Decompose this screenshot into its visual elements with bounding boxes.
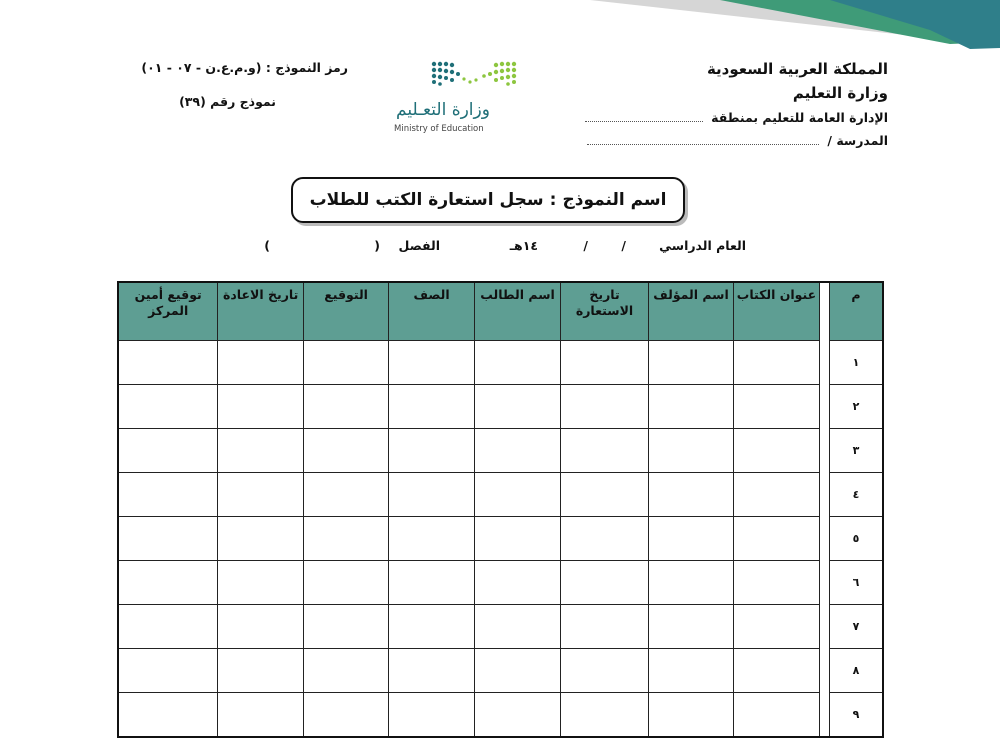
col-signature-cell[interactable] [303,429,388,473]
col-grade-cell[interactable] [389,341,474,385]
col-signature-cell[interactable] [303,605,388,649]
col-student-name-cell[interactable] [474,561,560,605]
index-gap-cell [819,693,829,738]
academic-year-label: العام الدراسي [659,238,746,253]
col-book-title-cell[interactable] [734,561,819,605]
col-author-cell[interactable] [648,605,733,649]
col-grade-cell[interactable] [389,649,474,693]
col-author-cell[interactable] [648,429,733,473]
col-center-keeper-signature-cell[interactable] [118,693,218,738]
col-signature-cell[interactable] [303,649,388,693]
col-center-keeper-signature-cell[interactable] [118,341,218,385]
col-grade-cell[interactable] [389,429,474,473]
index-gap-cell [819,517,829,561]
col-student-name-cell[interactable] [474,341,560,385]
col-return-date-cell[interactable] [218,517,303,561]
header-right [598,58,888,152]
row-number: ٤ [829,473,883,517]
table-row [118,561,883,605]
col-signature-cell[interactable] [303,385,388,429]
col-grade-cell[interactable] [389,605,474,649]
index-gap-cell [819,385,829,429]
table-row [118,429,883,473]
form-title-label: اسم النموذج [562,190,667,210]
table-row [118,385,883,429]
col-center-keeper-signature-header: توقيع أمين المركز [118,282,218,341]
class-open-paren: ( [374,238,380,253]
col-book-title-cell[interactable] [734,341,819,385]
table-header-row [118,282,883,341]
col-student-name-cell[interactable] [474,517,560,561]
col-return-date-header: تاريخ الاعادة [218,282,303,341]
school-label: المدرسة / [827,133,888,148]
book-loan-table [117,281,884,738]
form-code: رمز النموذج : (و.م.ع.ن - ٠٧ - ٠١) [141,60,348,75]
form-title-value: سجل استعارة الكتب للطلاب [309,190,544,210]
col-return-date-cell[interactable] [218,473,303,517]
col-signature-cell[interactable] [303,517,388,561]
col-center-keeper-signature-cell[interactable] [118,385,218,429]
col-loan-date-cell[interactable] [561,693,649,738]
table-row [118,473,883,517]
col-book-title-cell[interactable] [734,385,819,429]
col-return-date-cell[interactable] [218,561,303,605]
form-number: نموذج رقم (٣٩) [179,94,276,109]
col-student-name-cell[interactable] [474,649,560,693]
col-loan-date-cell[interactable] [561,429,649,473]
corner-decoration [530,0,1000,50]
row-number: ٧ [829,605,883,649]
school-line [598,129,888,152]
directorate-label: الإدارة العامة للتعليم بمنطقة [711,110,888,125]
col-return-date-cell[interactable] [218,385,303,429]
col-author-cell[interactable] [648,341,733,385]
col-loan-date-cell[interactable] [561,517,649,561]
class-close-paren: ) [264,238,270,253]
col-student-name-cell[interactable] [474,473,560,517]
col-return-date-cell[interactable] [218,605,303,649]
table-row [118,693,883,738]
col-index-header: م [829,282,883,341]
academic-year-row [0,238,1000,260]
col-book-title-header: عنوان الكتاب [734,282,819,341]
col-loan-date-cell[interactable] [561,341,649,385]
row-number: ٨ [829,649,883,693]
col-center-keeper-signature-cell[interactable] [118,605,218,649]
col-grade-cell[interactable] [389,517,474,561]
index-gap-cell [819,429,829,473]
row-number: ٣ [829,429,883,473]
col-signature-cell[interactable] [303,341,388,385]
col-signature-cell[interactable] [303,561,388,605]
col-author-cell[interactable] [648,385,733,429]
table-row [118,517,883,561]
table-row [118,605,883,649]
index-gap-cell [819,605,829,649]
directorate-fill-line [585,112,703,122]
col-book-title-cell[interactable] [734,649,819,693]
col-loan-date-cell[interactable] [561,473,649,517]
col-book-title-cell[interactable] [734,517,819,561]
country-name: المملكة العربية السعودية [706,60,888,78]
form-title-box [291,177,685,223]
index-gap-column [819,282,829,341]
row-number: ٥ [829,517,883,561]
col-student-name-cell[interactable] [474,605,560,649]
col-book-title-cell[interactable] [734,473,819,517]
col-author-cell[interactable] [648,649,733,693]
row-number: ٦ [829,561,883,605]
col-grade-cell[interactable] [389,561,474,605]
date-slash-2: / [583,238,588,253]
logo-english-text: Ministry of Education [394,124,484,134]
col-grade-cell[interactable] [389,693,474,738]
col-loan-date-cell[interactable] [561,649,649,693]
date-slash-1: / [621,238,626,253]
col-signature-cell[interactable] [303,693,388,738]
col-book-title-cell[interactable] [734,429,819,473]
row-number: ٢ [829,385,883,429]
col-loan-date-cell[interactable] [561,385,649,429]
col-grade-header: الصف [389,282,474,341]
col-center-keeper-signature-cell[interactable] [118,517,218,561]
col-center-keeper-signature-cell[interactable] [118,473,218,517]
table-row [118,649,883,693]
col-loan-date-cell[interactable] [561,561,649,605]
logo-arabic-text: وزارة التعـليم [396,100,490,120]
class-label: الفصل [398,238,440,253]
col-book-title-cell[interactable] [734,605,819,649]
col-return-date-cell[interactable] [218,429,303,473]
col-signature-header: التوقيع [303,282,388,341]
row-number: ٩ [829,693,883,738]
col-return-date-cell[interactable] [218,341,303,385]
col-author-cell[interactable] [648,517,733,561]
col-student-name-cell[interactable] [474,693,560,738]
header-left [108,57,348,113]
index-gap-cell [819,649,829,693]
col-book-title-cell[interactable] [734,693,819,738]
col-author-header: اسم المؤلف [648,282,733,341]
col-center-keeper-signature-cell[interactable] [118,649,218,693]
col-center-keeper-signature-cell[interactable] [118,429,218,473]
col-student-name-cell[interactable] [474,385,560,429]
col-author-cell[interactable] [648,693,733,738]
col-loan-date-cell[interactable] [561,605,649,649]
index-gap-cell [819,473,829,517]
col-center-keeper-signature-cell[interactable] [118,561,218,605]
col-return-date-cell[interactable] [218,649,303,693]
col-grade-cell[interactable] [389,473,474,517]
index-gap-cell [819,561,829,605]
col-signature-cell[interactable] [303,473,388,517]
form-title-colon: : [549,190,557,210]
hijri-year: ١٤هـ [509,238,538,253]
school-fill-line [587,135,819,145]
col-return-date-cell[interactable] [218,693,303,738]
index-gap-cell [819,341,829,385]
col-student-name-cell[interactable] [474,429,560,473]
col-loan-date-header: تاريخ الاستعارة [561,282,649,341]
ministry-logo [386,48,536,143]
logo-dots-icon [386,54,536,104]
directorate-line [598,106,888,129]
col-grade-cell[interactable] [389,385,474,429]
table-body [118,341,883,738]
col-author-cell[interactable] [648,561,733,605]
col-author-cell[interactable] [648,473,733,517]
table-row [118,341,883,385]
ministry-name: وزارة التعليم [792,84,888,102]
col-student-name-header: اسم الطالب [474,282,560,341]
row-number: ١ [829,341,883,385]
